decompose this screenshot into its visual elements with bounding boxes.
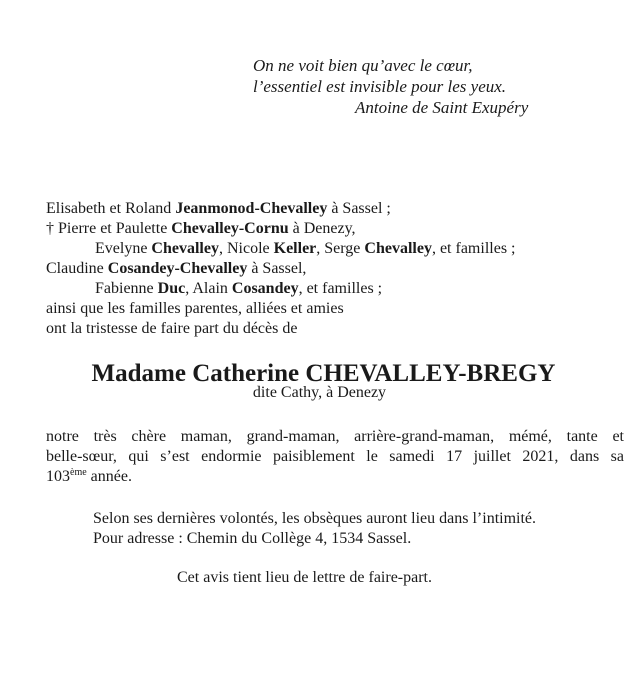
text-line — [46, 199, 515, 219]
text-line — [46, 467, 624, 487]
text-segment: Elisabeth et Roland — [46, 200, 176, 217]
arrangements-line: Selon ses dernières volontés, les obsèques auront lieu dans l’intimité. — [93, 510, 537, 527]
text-segment: , et familles ; — [431, 240, 516, 257]
text-segment: à Denezy, — [288, 220, 356, 237]
text-line — [46, 319, 515, 339]
text-segment: Cosandey — [231, 280, 299, 297]
text-segment: notre très chère maman, grand-maman, arrière-grand-maman, mémé, tante et — [46, 428, 624, 445]
closing-line: Cet avis tient lieu de lettre de faire-part. — [177, 569, 432, 586]
quote-line: On ne voit bien qu’avec le cœur, — [253, 56, 473, 75]
deceased-subtitle: dite Cathy, à Denezy — [252, 384, 387, 401]
text-segment: 103 — [46, 468, 70, 485]
text-segment: Duc — [157, 280, 186, 297]
text-line — [46, 279, 515, 299]
text-segment: à Sassel, — [247, 260, 307, 277]
text-segment: Chevalley — [151, 240, 219, 257]
text-segment: Keller — [273, 240, 317, 257]
text-segment: , Alain — [185, 280, 232, 297]
text-segment: , et familles ; — [298, 280, 383, 297]
quote-attribution: Antoine de Saint Exupéry — [355, 98, 529, 117]
text-segment: ainsi que les familles parentes, alliées et amies — [46, 300, 344, 317]
text-segment: à Sassel ; — [327, 200, 391, 217]
text-segment: , Nicole — [218, 240, 274, 257]
text-line — [46, 239, 515, 259]
text-segment: Pierre et Paulette — [58, 220, 172, 237]
quote-line: l’essentiel est invisible pour les yeux. — [253, 77, 507, 96]
text-segment: ont la tristesse de faire part du décès de — [46, 320, 298, 337]
tribute-paragraph — [46, 427, 624, 487]
funeral-arrangements — [93, 509, 536, 549]
text-line — [46, 427, 624, 447]
text-segment: ème — [70, 467, 87, 478]
text-segment: Chevalley — [364, 240, 432, 257]
text-segment: Chevalley-Cornu — [171, 220, 289, 237]
family-names-list — [46, 199, 515, 339]
text-segment: année. — [86, 468, 132, 485]
text-line — [46, 219, 515, 239]
memorial-quote — [253, 55, 528, 118]
deceased-name-title: Madame Catherine CHEVALLEY-BREGY — [91, 360, 556, 387]
text-segment: Claudine — [46, 260, 108, 277]
text-segment: belle-sœur, qui s’est endormie paisiblement le samedi 17 juillet 2021, dans sa — [46, 448, 624, 465]
text-segment: Fabienne — [95, 280, 158, 297]
arrangements-line: Pour adresse : Chemin du Collège 4, 1534 Sassel. — [93, 530, 412, 547]
text-line — [46, 447, 624, 467]
text-segment: , Serge — [316, 240, 365, 257]
text-segment: Evelyne — [95, 240, 152, 257]
dagger-cross-icon: † — [46, 220, 58, 237]
text-line — [46, 299, 515, 319]
text-segment: Cosandey-Chevalley — [107, 260, 248, 277]
text-segment: Jeanmonod-Chevalley — [175, 200, 328, 217]
text-line — [46, 259, 515, 279]
